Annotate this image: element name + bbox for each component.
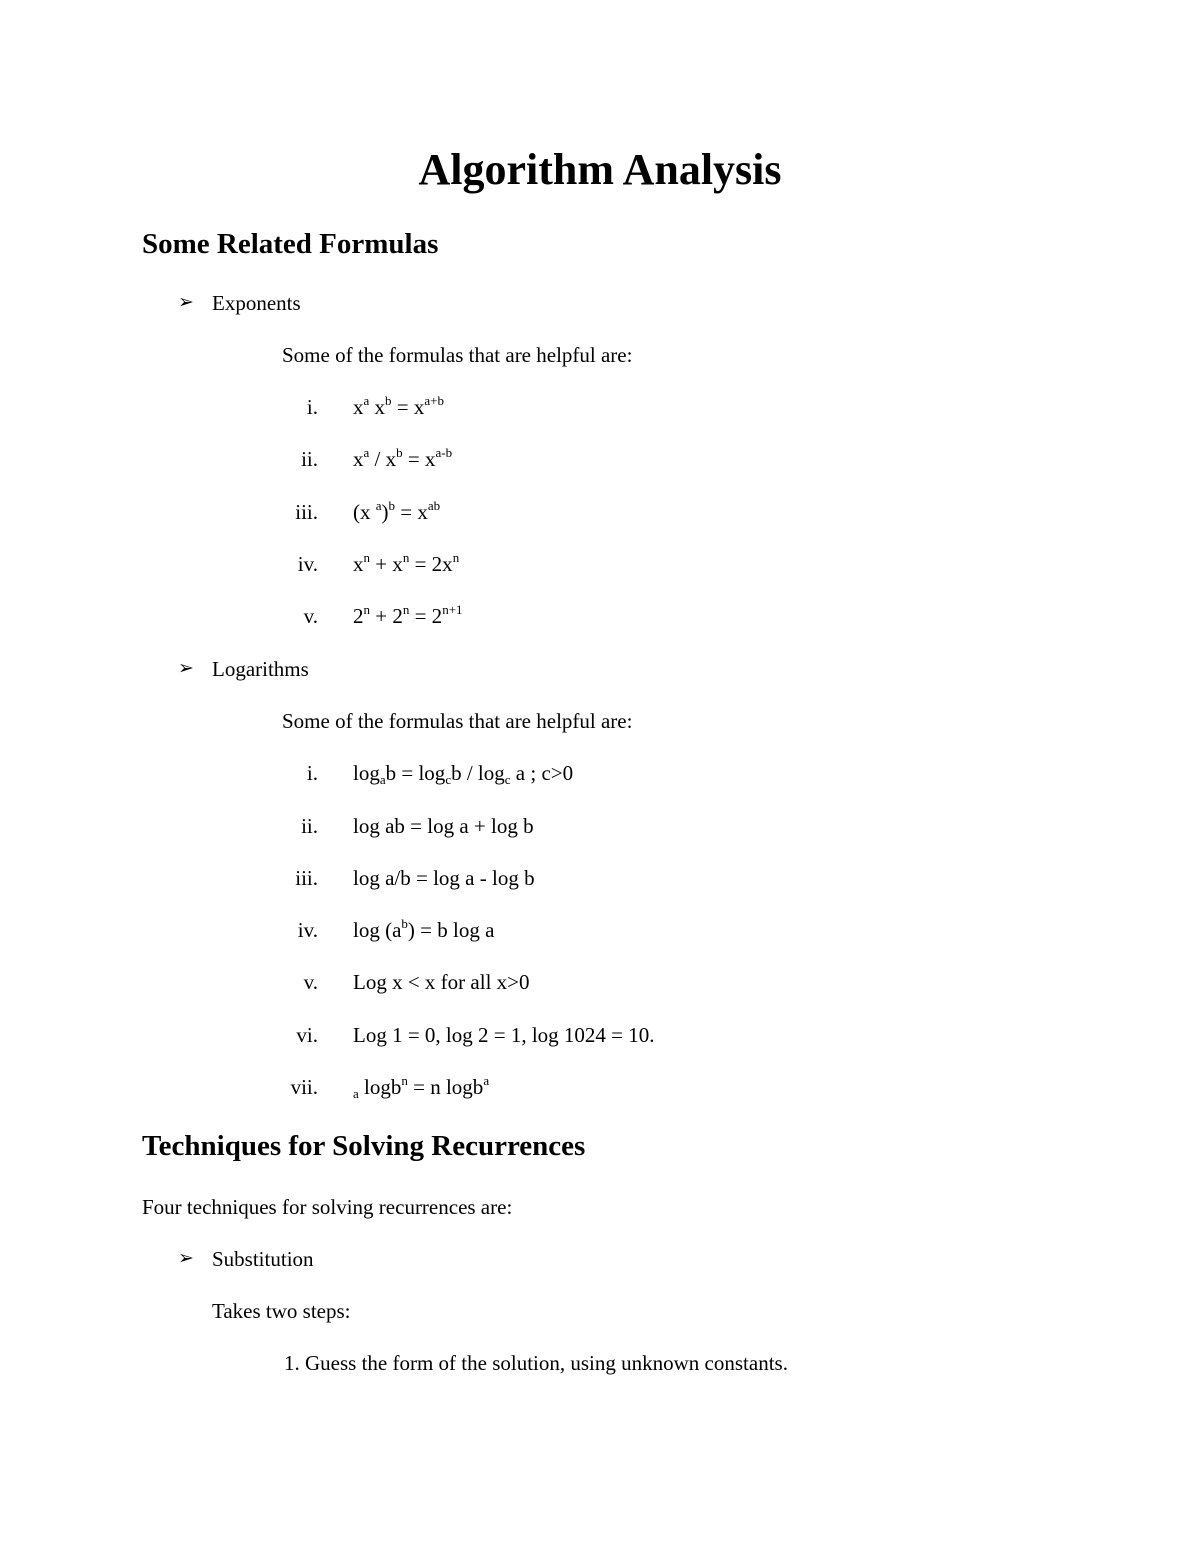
list-numeral: i. [306, 761, 318, 785]
list-numeral: ii. [301, 447, 318, 471]
log-formula: $\log_ab = \log_cb / \log_c a$ ; c>0 [353, 761, 574, 787]
list-numeral: v. [303, 970, 318, 994]
list-numeral: i. [306, 395, 318, 419]
list-numeral: v. [303, 604, 318, 628]
exponent-formula: $x^a / x^b = x^{a-b}$ [353, 445, 453, 471]
exponent-formula: $x^a$ $x^b = x^{a+b}$ [353, 393, 444, 419]
logarithms-intro: Some of the formulas that are helpful are: [282, 709, 633, 733]
log-formula: $_a$ logb$^n$ = n logb$^a$ [353, 1073, 490, 1101]
exponent-formula: $2^n + 2^n = 2^{n+1}$ [353, 602, 463, 628]
list-numeral: ii. [301, 814, 318, 838]
exponent-formula: $x^n + x^n = 2x^n$ [353, 550, 460, 576]
bullet-arrow-icon: ➢ [178, 658, 194, 679]
log-formula: Log 1 = 0, log 2 = 1, log 1024 = 10. [353, 1023, 655, 1047]
substitution-steps-intro: Takes two steps: [212, 1299, 351, 1323]
section-heading-formulas: Some Related Formulas [142, 228, 439, 260]
bullet-arrow-icon: ➢ [178, 292, 194, 313]
exponent-formula: (x $^a)^b = x^{ab}$ [353, 498, 441, 524]
exponents-intro: Some of the formulas that are helpful are: [282, 343, 633, 367]
page-title: Algorithm Analysis [418, 145, 782, 194]
bullet-label-exponents: Exponents [212, 291, 301, 315]
log-formula: log a/b = log a - log b [353, 866, 535, 890]
log-formula: Log x < x for all x>0 [353, 970, 530, 994]
bullet-arrow-icon: ➢ [178, 1248, 194, 1269]
list-numeral: iv. [297, 552, 318, 576]
log-formula: log ab = log a + log b [353, 814, 534, 838]
section-heading-recurrences: Techniques for Solving Recurrences [142, 1130, 586, 1162]
log-formula: $\log (a^b) = b$ log a [353, 916, 495, 942]
list-numeral: iv. [297, 918, 318, 942]
list-numeral: iii. [295, 866, 318, 890]
list-numeral: vii. [290, 1075, 318, 1099]
bullet-label-substitution: Substitution [212, 1247, 314, 1271]
bullet-label-logarithms: Logarithms [212, 657, 309, 681]
substitution-step-1: 1. Guess the form of the solution, using unknown constants. [284, 1351, 788, 1375]
list-numeral: iii. [295, 500, 318, 524]
recurrences-intro: Four techniques for solving recurrences are: [142, 1195, 513, 1219]
list-numeral: vi. [296, 1023, 318, 1047]
